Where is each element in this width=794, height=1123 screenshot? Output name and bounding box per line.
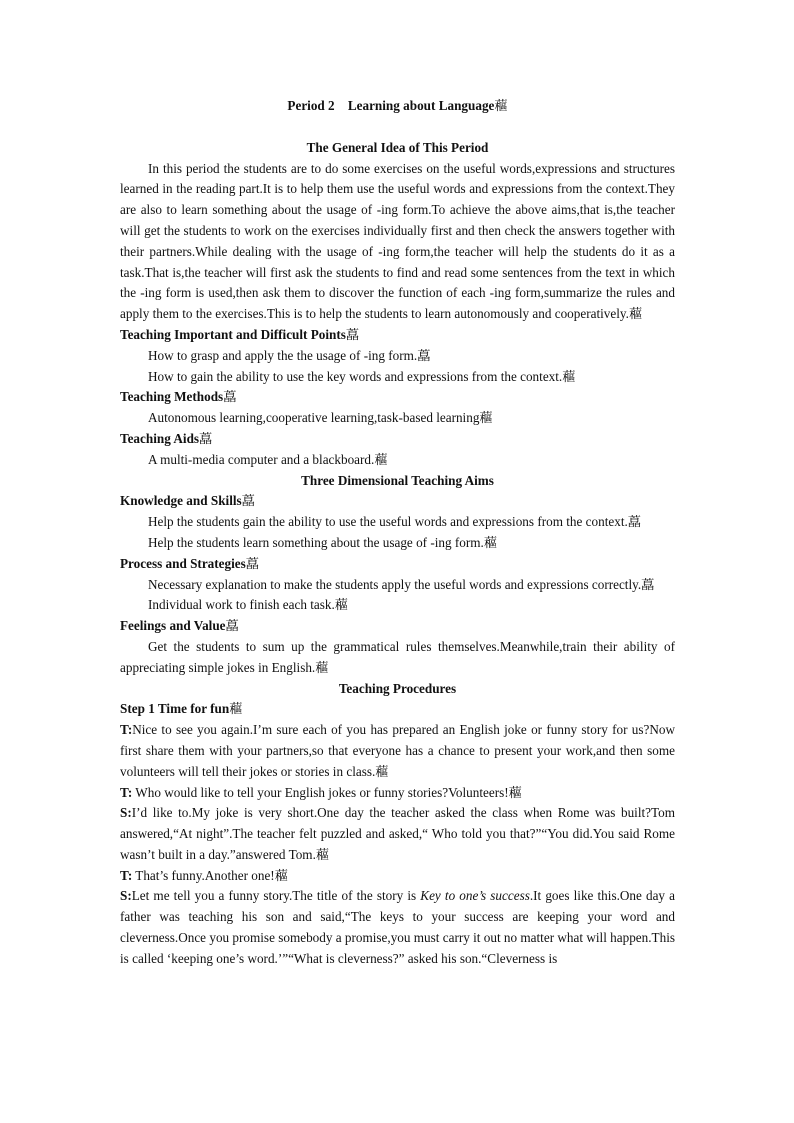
knowledge-heading xyxy=(120,491,675,512)
aims-heading: Three Dimensional Teaching Aims xyxy=(301,472,494,488)
dialogue-text: Let me tell you a funny story.The title of the story is xyxy=(131,888,421,904)
heading-text: Step 1 Time for fun xyxy=(120,701,230,717)
paragraph-mark: 藠 xyxy=(245,555,259,571)
heading-text: Process and Strategies xyxy=(120,555,246,571)
item-text: Help the students gain the ability to use the useful words and expressions from the context. xyxy=(148,514,628,530)
important-point-item xyxy=(120,346,675,367)
item-text: How to grasp and apply the the usage of -ing form. xyxy=(148,347,418,363)
paragraph-mark: 藠 xyxy=(199,430,213,446)
item-text: Help the students learn something about the usage of -ing form. xyxy=(148,534,484,550)
dialogue-line xyxy=(120,886,675,969)
paragraph-mark: 藲 xyxy=(374,451,388,467)
general-idea-paragraph xyxy=(120,159,675,325)
speaker-label: S: xyxy=(120,805,132,821)
page-title xyxy=(120,96,675,117)
important-points-heading xyxy=(120,325,675,346)
story-title: Key to one’s success xyxy=(420,888,530,904)
process-heading xyxy=(120,554,675,575)
dialogue-text: That’s funny.Another one! xyxy=(132,867,275,883)
paragraph-mark: 藠 xyxy=(223,389,237,405)
process-item xyxy=(120,595,675,616)
paragraph-mark: 藠 xyxy=(225,618,239,634)
dialogue-line xyxy=(120,720,675,782)
paragraph-mark: 藲 xyxy=(334,597,348,613)
speaker-label: S: xyxy=(120,888,132,904)
paragraph-mark: 藠 xyxy=(345,326,360,342)
item-text: Individual work to finish each task. xyxy=(148,597,335,613)
dialogue-line xyxy=(120,866,675,887)
paragraph-mark: 藲 xyxy=(274,867,288,883)
dialogue-text: Who would like to tell your English jokes or funny stories?Volunteers! xyxy=(132,784,509,800)
item-text: Necessary explanation to make the students apply the useful words and expressions correctly. xyxy=(148,576,642,592)
methods-text xyxy=(120,408,675,429)
paragraph-mark: 藲 xyxy=(229,701,243,717)
paragraph-mark: 藠 xyxy=(241,493,255,509)
feelings-text xyxy=(120,637,675,679)
item-text: Autonomous learning,cooperative learning,task-based learning xyxy=(148,410,480,426)
methods-heading xyxy=(120,387,675,408)
dialogue-line xyxy=(120,783,675,804)
knowledge-item xyxy=(120,533,675,554)
step1-heading xyxy=(120,699,675,720)
dialogue-text: Nice to see you again.I’m sure each of you has prepared an English joke or funny story for us?Now first share them with your partners,so that everyone has a chance to present your work,and then some volunteers will tell their jokes or stories in class. xyxy=(120,722,675,779)
general-idea-heading: The General Idea of This Period xyxy=(306,139,489,155)
heading-text: Knowledge and Skills xyxy=(120,493,242,509)
paragraph-mark: 藲 xyxy=(483,534,498,550)
speaker-label: T: xyxy=(120,867,133,883)
important-point-item xyxy=(120,367,675,388)
item-text: How to gain the ability to use the key words and expressions from the context. xyxy=(148,368,563,384)
title-text: Period 2 Learning about Language xyxy=(287,98,495,113)
knowledge-item xyxy=(120,512,675,533)
heading-text: Teaching Important and Difficult Points xyxy=(120,326,346,342)
dialogue-line xyxy=(120,803,675,865)
heading-text: Teaching Methods xyxy=(120,389,224,405)
paragraph-mark: 藠 xyxy=(417,347,431,363)
process-item xyxy=(120,575,675,596)
paragraph-mark: 藲 xyxy=(628,306,643,322)
document-content xyxy=(120,96,675,970)
paragraph-mark: 藠 xyxy=(641,576,655,592)
dialogue-text: I’d like to.My joke is very short.One day the teacher asked the class when Rome was built?Tom answered,“At night”.The teacher felt puzzled and asked,“ Who told you that?”“You did.You said Rome wasn’t built in a day.”answered Tom. xyxy=(120,805,675,862)
speaker-label: T: xyxy=(120,784,133,800)
paragraph-mark: 藲 xyxy=(315,659,329,675)
procedures-heading: Teaching Procedures xyxy=(338,680,457,696)
paragraph-mark: 藠 xyxy=(627,514,641,530)
item-text: Get the students to sum up the grammatical rules themselves.Meanwhile,train their ability of appreciating simple jokes in English. xyxy=(120,638,675,675)
aids-text xyxy=(120,450,675,471)
title-mark: 藲 xyxy=(494,98,508,113)
paragraph-mark: 藲 xyxy=(508,784,522,800)
dialogue-text: .It goes like this.One day a father was teaching his son and said,“The keys to your success are keeping your word and cleverness.Once you promise somebody a promise,you must carry it out no matter what will happen.This is called ‘keeping one’s word.’”“What is cleverness?” asked his son.“Cleverness is xyxy=(120,888,675,966)
heading-text: Teaching Aids xyxy=(120,430,200,446)
paragraph-mark: 藲 xyxy=(479,410,493,426)
feelings-heading xyxy=(120,616,675,637)
heading-text: Feelings and Value xyxy=(120,618,226,634)
general-idea-text: In this period the students are to do some exercises on the useful words,expressions and structures learned in the reading part.It is to help them use the useful words and expressions from the context.They are also to learn something about the usage of -ing form.To achieve the above aims,that is,the teacher will get the students to work on the exercises individually first and then check the answers together with their partners.While dealing with the usage of -ing form,the teacher will help the students do it as a task.That is,the teacher will first ask the students to find and read some sentences from the text in which the -ing form is used,then ask them to discover the function of each -ing form,summarize the rules and apply them to the exercises.This is to help the students to learn autonomously and cooperatively. xyxy=(120,160,675,322)
item-text: A multi-media computer and a blackboard. xyxy=(148,451,375,467)
speaker-label: T: xyxy=(120,722,133,738)
paragraph-mark: 藲 xyxy=(375,763,389,779)
paragraph-mark: 藲 xyxy=(315,846,330,862)
aids-heading xyxy=(120,429,675,450)
paragraph-mark: 藲 xyxy=(562,368,576,384)
